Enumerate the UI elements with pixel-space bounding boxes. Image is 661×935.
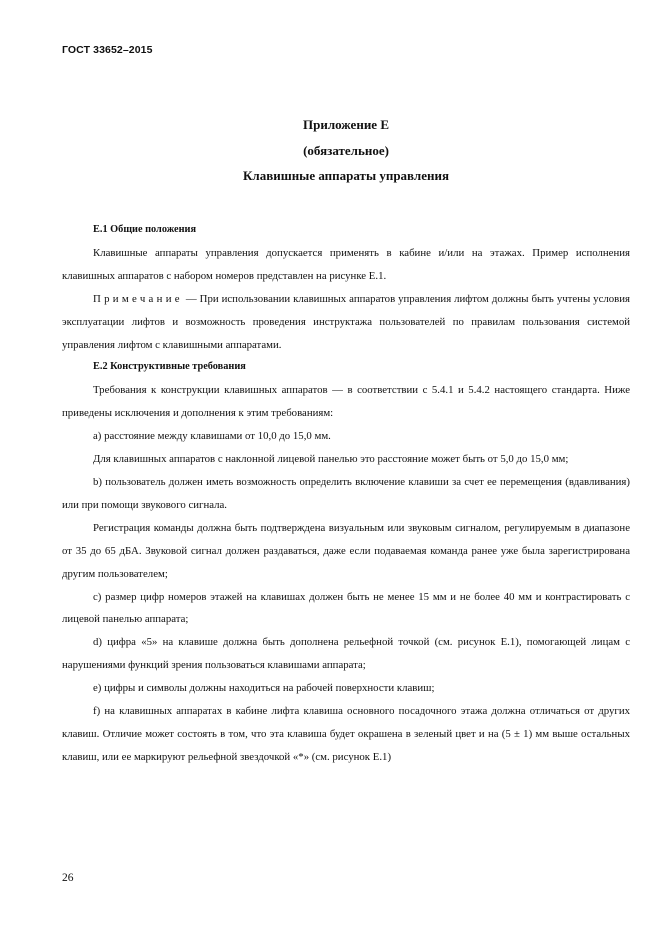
note-label: Примечание [93, 292, 183, 305]
document-code: ГОСТ 33652–2015 [62, 44, 153, 56]
list-item-d: d) цифра «5» на клавише должна быть дополнена рельефной точкой (см. рисунок Е.1), помогающей лицам с нарушениями функций зрения пользоваться клавишами аппарата; [62, 636, 630, 672]
annex-status: (обязательное) [303, 142, 389, 158]
document-body [62, 219, 630, 769]
paragraph-e2-1: Требования к конструкции клавишных аппаратов — в соответствии с 5.4.1 и 5.4.2 настоящего стандарта. Ниже приведены исключения и дополнения к этим требованиям: [62, 384, 630, 420]
list-item-e: е) цифры и символы должны находиться на рабочей поверхности клавиш; [93, 682, 435, 695]
note-paragraph [62, 288, 630, 357]
list-item-c: с) размер цифр номеров этажей на клавишах должен быть не менее 15 мм и не более 40 мм и контрастировать с лицевой панелью аппарата; [62, 590, 630, 626]
annex-title: Приложение Е [303, 117, 389, 132]
section-heading-e1: Е.1 Общие положения [93, 224, 197, 235]
paragraph-b-extra: Регистрация команды должна быть подтверждена визуальным или звуковым сигналом, регулируемым в диапазоне от 35 до 65 дБА. Звуковой сигнал должен раздаваться, даже если подаваемая команда ранее уже была зарегистрирована другим пользователем; [62, 521, 630, 580]
page-number: 26 [62, 872, 74, 884]
note-text: — При использовании клавишных аппаратов управления лифтом должны быть учтены условия эксплуатации лифтов и возможность проведения инструктажа пользователей по правилам пользования системой управления лифтом с клавишными аппаратами. [62, 292, 630, 351]
paragraph-e1-1: Клавишные аппараты управления допускается применять в кабине и/или на этажах. Пример исполнения клавишных аппаратов с набором номеров представлен на рисунке Е.1. [62, 246, 630, 282]
paragraph-a-extra: Для клавишных аппаратов с наклонной лицевой панелью это расстояние может быть от 5,0 до 15,0 мм; [93, 453, 569, 466]
list-item-b: b) пользователь должен иметь возможность определить включение клавиши за счет ее перемещения (вдавливания) или при помощи звукового сигнала. [62, 475, 630, 511]
list-item-f: f) на клавишных аппаратах в кабине лифта клавиша основного посадочного этажа должна отличаться от других клавиш. Отличие может состоять в том, что эта клавиша будет окрашена в зеленый цвет и на (5 ± 1) мм выше остальных клавиш, или ее маркируют рельефной звездочкой «*» (см. рисунок Е.1) [62, 705, 630, 763]
list-item-a: а) расстояние между клавишами от 10,0 до 15,0 мм. [93, 430, 331, 443]
section-heading-e2: Е.2 Конструктивные требования [93, 361, 246, 373]
annex-title-block [62, 112, 630, 189]
annex-name: Клавишные аппараты управления [242, 168, 449, 183]
